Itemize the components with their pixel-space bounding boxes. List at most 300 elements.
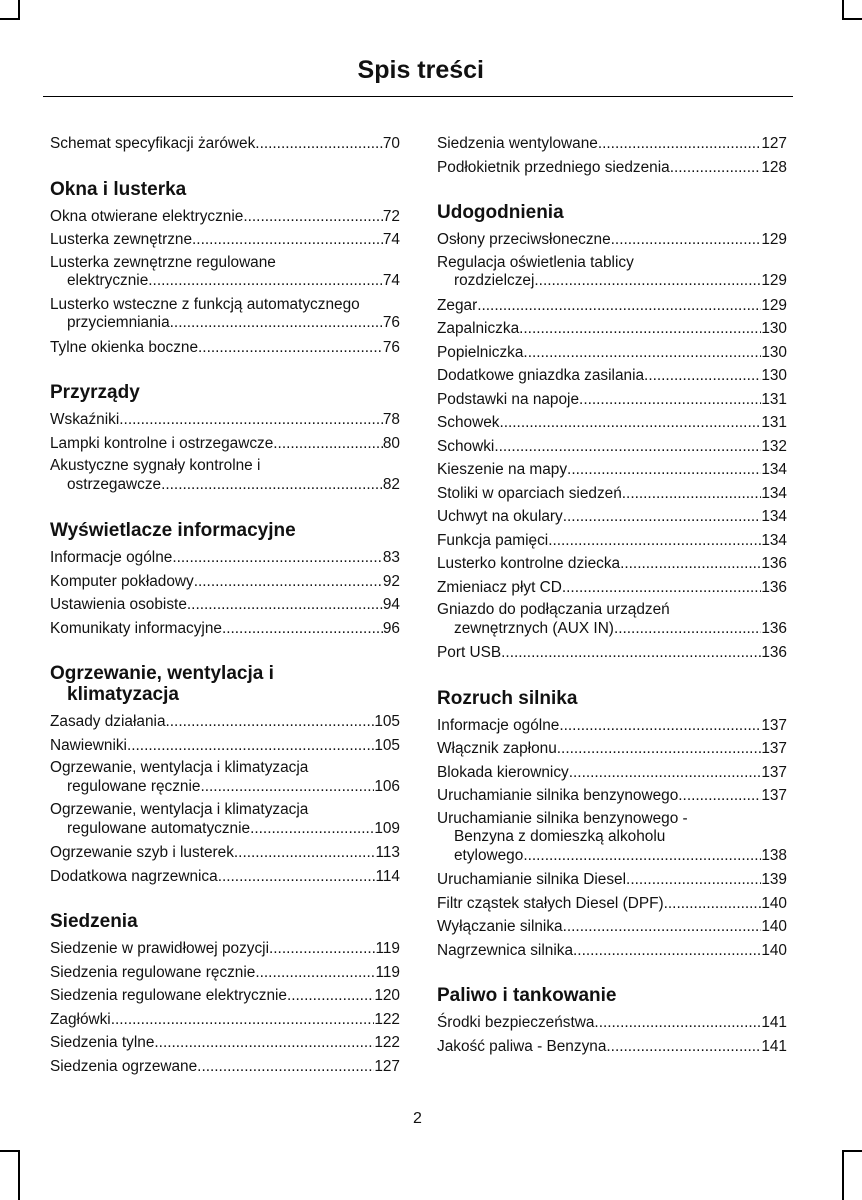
toc-entry[interactable] bbox=[50, 710, 400, 734]
dot-leader bbox=[644, 364, 761, 388]
toc-entry[interactable] bbox=[437, 641, 787, 665]
toc-entry-row bbox=[50, 778, 400, 797]
dot-leader bbox=[197, 1055, 374, 1079]
toc-entry-text: Nawiewniki bbox=[50, 736, 127, 754]
toc-entry-row bbox=[437, 505, 787, 529]
toc-entry-row bbox=[437, 482, 787, 506]
toc-entry-row bbox=[50, 272, 400, 291]
toc-page-number: 130 bbox=[761, 320, 787, 337]
toc-entry[interactable] bbox=[50, 252, 400, 294]
dot-leader bbox=[499, 411, 761, 435]
toc-entry-row bbox=[50, 228, 400, 252]
toc-page-number: 137 bbox=[761, 716, 787, 734]
dot-leader bbox=[567, 458, 761, 482]
toc-entry[interactable] bbox=[50, 865, 400, 889]
toc-entry[interactable] bbox=[50, 228, 400, 252]
dot-leader bbox=[273, 432, 383, 456]
toc-page-number: 74 bbox=[382, 231, 400, 248]
dot-leader bbox=[523, 341, 761, 365]
toc-page-number: 141 bbox=[761, 1037, 787, 1055]
toc-page-number: 131 bbox=[761, 390, 787, 408]
toc-entry-row bbox=[437, 156, 787, 180]
toc-entry-text: Ogrzewanie, wentylacja i klimatyzacja bbox=[50, 759, 309, 776]
toc-page-number: 140 bbox=[761, 941, 787, 959]
toc-entry-text: etylowego bbox=[454, 846, 524, 864]
toc-page-number: 137 bbox=[761, 787, 787, 804]
dot-leader bbox=[172, 546, 383, 570]
section-heading-text: Rozruch silnika bbox=[437, 687, 578, 709]
toc-page-number: 82 bbox=[382, 475, 400, 493]
section-heading-text: klimatyzacja bbox=[67, 684, 179, 705]
crop-mark-top-right-h bbox=[842, 18, 862, 20]
toc-entry-row bbox=[50, 865, 400, 889]
toc-page-number: 92 bbox=[382, 572, 400, 590]
toc-entry-text: Siedzenia regulowane ręcznie bbox=[50, 963, 256, 981]
toc-entry[interactable] bbox=[50, 1055, 400, 1079]
dot-leader bbox=[678, 784, 761, 808]
toc-entry-text: Uruchamianie silnika benzynowego bbox=[437, 787, 679, 804]
crop-mark-bottom-left bbox=[18, 1150, 20, 1200]
toc-entry[interactable] bbox=[50, 294, 400, 336]
toc-entry-text: przyciemniania bbox=[67, 314, 170, 331]
toc-entry-row bbox=[437, 620, 787, 639]
toc-entry[interactable] bbox=[50, 1008, 400, 1032]
toc-entry-text: Akustyczne sygnały kontrolne i bbox=[50, 457, 261, 474]
toc-entry[interactable] bbox=[50, 455, 400, 497]
toc-entry-text: regulowane ręcznie bbox=[67, 777, 201, 795]
toc-page-number: 129 bbox=[761, 296, 787, 314]
toc-page-number: 141 bbox=[761, 1014, 787, 1031]
toc-entry[interactable] bbox=[437, 529, 787, 553]
toc-entry-row bbox=[437, 388, 787, 412]
toc-entry-row bbox=[437, 1011, 787, 1035]
toc-entry-text: Uruchamianie silnika benzynowego - bbox=[437, 809, 688, 827]
toc-entry-text: Komunikaty informacyjne bbox=[50, 619, 222, 637]
toc-page-number: 106 bbox=[374, 777, 400, 795]
toc-entry-text: Ogrzewanie, wentylacja i klimatyzacja bbox=[50, 801, 309, 818]
section-heading bbox=[437, 688, 787, 709]
toc-entry-text: Blokada kierownicy bbox=[437, 763, 569, 781]
dot-leader bbox=[557, 737, 762, 761]
toc-entry[interactable] bbox=[437, 228, 787, 252]
toc-page-number: 122 bbox=[374, 1034, 400, 1051]
toc-page-number: 76 bbox=[382, 314, 400, 331]
toc-entry-text: Ustawienia osobiste bbox=[50, 596, 187, 613]
toc-entry[interactable] bbox=[50, 132, 400, 156]
toc-entry[interactable] bbox=[50, 961, 400, 985]
toc-entry[interactable] bbox=[437, 156, 787, 180]
toc-entry[interactable] bbox=[50, 336, 400, 360]
toc-entry-text: Komputer pokładowy bbox=[50, 572, 194, 590]
section-heading-text: Siedzenia bbox=[50, 911, 138, 932]
toc-entry-row bbox=[50, 961, 400, 985]
dot-leader bbox=[569, 761, 762, 785]
toc-entry-row bbox=[437, 761, 787, 785]
crop-mark-top-left-h bbox=[0, 18, 20, 20]
dot-leader bbox=[523, 847, 761, 866]
toc-entry-row bbox=[50, 937, 400, 961]
crop-mark-top-right bbox=[842, 0, 844, 20]
dot-leader bbox=[573, 939, 761, 963]
dot-leader bbox=[548, 529, 761, 553]
toc-entry-text: Włącznik zapłonu bbox=[437, 740, 557, 757]
toc-column-left bbox=[50, 132, 400, 1078]
dot-leader bbox=[148, 272, 383, 291]
toc-entry-row bbox=[437, 294, 787, 318]
section-heading-text: Udogodnienia bbox=[437, 202, 564, 223]
toc-page-number: 76 bbox=[382, 338, 400, 356]
toc-entry[interactable] bbox=[437, 868, 787, 892]
toc-entry-text: Schowki bbox=[437, 437, 495, 455]
toc-entry-text: Wskaźniki bbox=[50, 411, 120, 428]
toc-entry-text: Zegar bbox=[437, 296, 478, 314]
toc-entry[interactable] bbox=[437, 341, 787, 365]
toc-entry-text: elektrycznie bbox=[67, 272, 149, 289]
toc-entry-row bbox=[437, 1035, 787, 1059]
dot-leader bbox=[119, 408, 383, 432]
section-heading-text: Paliwo i tankowanie bbox=[437, 985, 617, 1006]
toc-entry-row bbox=[50, 1031, 400, 1055]
dot-leader bbox=[606, 1035, 761, 1059]
dot-leader bbox=[622, 482, 762, 506]
toc-entry[interactable] bbox=[437, 482, 787, 506]
toc-entry-text: Siedzenia tylne bbox=[50, 1034, 155, 1051]
toc-page-number: 109 bbox=[374, 819, 400, 837]
dot-leader bbox=[250, 820, 374, 839]
toc-entry[interactable] bbox=[437, 388, 787, 412]
dot-leader bbox=[166, 710, 375, 734]
toc-entry-row bbox=[50, 1055, 400, 1079]
toc-entry-row bbox=[437, 132, 787, 156]
dot-leader bbox=[255, 961, 375, 985]
toc-entry[interactable] bbox=[437, 294, 787, 318]
toc-page-number: 127 bbox=[374, 1057, 400, 1075]
toc-page-number: 129 bbox=[761, 231, 787, 248]
toc-entry-row bbox=[50, 205, 400, 229]
toc-entry-row bbox=[50, 314, 400, 333]
toc-entry-text: Lampki kontrolne i ostrzegawcze bbox=[50, 434, 274, 452]
toc-page-number: 137 bbox=[761, 740, 787, 757]
toc-entry[interactable] bbox=[437, 505, 787, 529]
toc-page-number: 105 bbox=[374, 736, 400, 754]
toc-page-number: 132 bbox=[761, 437, 787, 455]
toc-page-number: 119 bbox=[375, 940, 400, 957]
dot-leader bbox=[234, 841, 376, 865]
toc-entry-text: Podłokietnik przedniego siedzenia bbox=[437, 158, 670, 176]
toc-entry-row bbox=[50, 408, 400, 432]
toc-page-number: 80 bbox=[382, 434, 400, 452]
toc-entry[interactable] bbox=[437, 317, 787, 341]
toc-entry-text: Lusterko wsteczne z funkcją automatycznego bbox=[50, 295, 360, 313]
toc-entry[interactable] bbox=[437, 576, 787, 600]
toc-page-number: 140 bbox=[761, 894, 787, 912]
dot-leader bbox=[534, 272, 761, 291]
toc-entry-text: Dodatkowe gniazdka zasilania bbox=[437, 367, 645, 384]
toc-entry-row bbox=[437, 364, 787, 388]
toc-entry[interactable] bbox=[50, 937, 400, 961]
dot-leader bbox=[287, 984, 374, 1008]
dot-leader bbox=[670, 156, 762, 180]
toc-entry-row bbox=[437, 714, 787, 738]
toc-entry[interactable] bbox=[437, 892, 787, 916]
toc-entry[interactable] bbox=[50, 432, 400, 456]
toc-entry[interactable] bbox=[50, 799, 400, 841]
toc-entry-text: Port USB bbox=[437, 644, 502, 661]
dot-leader bbox=[477, 294, 761, 318]
toc-entry-text: Regulacja oświetlenia tablicy bbox=[437, 253, 634, 271]
toc-entry-text: Informacje ogólne bbox=[437, 716, 560, 734]
toc-page-number: 134 bbox=[761, 531, 787, 549]
dot-leader bbox=[501, 641, 761, 665]
toc-entry-row bbox=[437, 458, 787, 482]
toc-page-number: 136 bbox=[761, 578, 787, 596]
toc-entry-row bbox=[50, 132, 400, 156]
dot-leader bbox=[563, 505, 762, 529]
toc-entry-text: Dodatkowa nagrzewnica bbox=[50, 867, 218, 885]
toc-entry-text: Uruchamianie silnika Diesel bbox=[437, 871, 627, 888]
toc-entry-row bbox=[50, 432, 400, 456]
dot-leader bbox=[269, 937, 375, 961]
crop-mark-bottom-right bbox=[842, 1150, 844, 1200]
toc-entry-text: Filtr cząstek stałych Diesel (DPF) bbox=[437, 894, 664, 912]
toc-entry[interactable] bbox=[50, 570, 400, 594]
section-heading-text: Ogrzewanie, wentylacja i bbox=[50, 663, 274, 684]
toc-entry-text: Lusterka zewnętrzne regulowane bbox=[50, 253, 276, 271]
toc-entry[interactable] bbox=[437, 252, 787, 294]
dot-leader bbox=[170, 314, 383, 333]
toc-entry-text: Jakość paliwa - Benzyna bbox=[437, 1037, 607, 1055]
toc-entry-text: Ogrzewanie szyb i lusterek bbox=[50, 844, 234, 861]
toc-entry[interactable] bbox=[437, 435, 787, 459]
toc-page-number: 136 bbox=[761, 644, 787, 661]
dot-leader bbox=[194, 570, 383, 594]
dot-leader bbox=[198, 336, 383, 360]
toc-entry-row bbox=[50, 336, 400, 360]
toc-entry-text: Benzyna z domieszką alkoholu bbox=[454, 828, 666, 845]
toc-entry-text: Kieszenie na mapy bbox=[437, 461, 568, 478]
dot-leader bbox=[664, 892, 762, 916]
toc-entry-row bbox=[437, 576, 787, 600]
toc-page-number: 140 bbox=[761, 918, 787, 935]
toc-entry-text: Popielniczka bbox=[437, 343, 524, 361]
page-number: 2 bbox=[413, 1110, 422, 1127]
toc-entry[interactable] bbox=[437, 552, 787, 576]
toc-entry-text: Osłony przeciwsłoneczne bbox=[437, 231, 611, 248]
toc-entry-text: Tylne okienka boczne bbox=[50, 338, 199, 356]
toc-entry-text: Środki bezpieczeństwa bbox=[437, 1014, 595, 1031]
toc-entry[interactable] bbox=[50, 546, 400, 570]
dot-leader bbox=[161, 476, 383, 495]
toc-entry[interactable] bbox=[50, 984, 400, 1008]
toc-entry-text: Nagrzewnica silnika bbox=[437, 941, 574, 959]
toc-entry-row bbox=[50, 593, 400, 617]
toc-entry-row bbox=[50, 476, 400, 495]
section-heading-text: Wyświetlacze informacyjne bbox=[50, 520, 296, 541]
toc-entry-text: zewnętrznych (AUX IN) bbox=[454, 619, 614, 637]
toc-entry-row bbox=[437, 272, 787, 291]
toc-page-number: 130 bbox=[761, 367, 787, 384]
toc-entry-row bbox=[437, 411, 787, 435]
toc-entry-text: Podstawki na napoje bbox=[437, 390, 580, 408]
toc-entry-text: Zmieniacz płyt CD bbox=[437, 578, 562, 596]
toc-entry-text: Funkcja pamięci bbox=[437, 531, 549, 549]
page-title: Spis treści bbox=[357, 56, 484, 84]
toc-entry-text: Uchwyt na okulary bbox=[437, 508, 563, 525]
toc-entry-text: Zagłówki bbox=[50, 1010, 111, 1028]
toc-entry[interactable] bbox=[437, 714, 787, 738]
toc-entry[interactable] bbox=[50, 593, 400, 617]
toc-page-number: 138 bbox=[761, 846, 787, 864]
crop-mark-bottom-right-h bbox=[842, 1150, 862, 1152]
dot-leader bbox=[598, 132, 761, 156]
toc-page-number: 128 bbox=[761, 158, 787, 176]
toc-page-number: 105 bbox=[374, 713, 400, 730]
toc-entry-row bbox=[437, 847, 787, 866]
toc-entry-text: Lusterko kontrolne dziecka bbox=[437, 555, 621, 572]
section-heading bbox=[437, 202, 787, 223]
toc-entry-row bbox=[437, 552, 787, 576]
dot-leader bbox=[127, 734, 374, 758]
title-rule bbox=[43, 96, 793, 97]
toc-entry[interactable] bbox=[437, 458, 787, 482]
section-heading bbox=[50, 520, 400, 541]
toc-entry[interactable] bbox=[437, 939, 787, 963]
toc-entry-row bbox=[437, 784, 787, 808]
toc-entry[interactable] bbox=[50, 841, 400, 865]
toc-entry-row bbox=[437, 939, 787, 963]
toc-page-number: 74 bbox=[382, 272, 400, 289]
toc-entry[interactable] bbox=[50, 1031, 400, 1055]
dot-leader bbox=[594, 1011, 761, 1035]
dot-leader bbox=[222, 617, 383, 641]
toc-entry[interactable] bbox=[437, 784, 787, 808]
toc-entry-text: Siedzenia wentylowane bbox=[437, 135, 598, 152]
dot-leader bbox=[519, 317, 761, 341]
toc-page-number: 83 bbox=[382, 549, 400, 566]
toc-entry-row bbox=[437, 892, 787, 916]
toc-entry-text: Gniazdo do podłączania urządzeń bbox=[437, 601, 670, 618]
toc-page-number: 70 bbox=[382, 135, 400, 152]
crop-mark-top-left bbox=[18, 0, 20, 20]
dot-leader bbox=[563, 915, 762, 939]
toc-entry-row bbox=[437, 228, 787, 252]
toc-entry-text: ostrzegawcze bbox=[67, 475, 162, 493]
toc-page-number: 120 bbox=[374, 987, 400, 1004]
toc-entry-text: Wyłączanie silnika bbox=[437, 918, 563, 935]
toc-entry[interactable] bbox=[50, 734, 400, 758]
toc-entry[interactable] bbox=[50, 617, 400, 641]
toc-entry-text: Zapalniczka bbox=[437, 320, 520, 337]
toc-entry[interactable] bbox=[437, 761, 787, 785]
toc-entry-row bbox=[437, 435, 787, 459]
toc-page-number: 96 bbox=[382, 619, 400, 637]
toc-entry-row bbox=[50, 546, 400, 570]
dot-leader bbox=[562, 576, 761, 600]
dot-leader bbox=[154, 1031, 374, 1055]
dot-leader bbox=[494, 435, 761, 459]
toc-page-number: 127 bbox=[761, 135, 787, 152]
toc-entry[interactable] bbox=[50, 757, 400, 799]
toc-entry-row bbox=[437, 317, 787, 341]
toc-entry-text: Okna otwierane elektrycznie bbox=[50, 207, 244, 225]
toc-page-number: 134 bbox=[761, 461, 787, 478]
toc-entry-text: rozdzielczej bbox=[454, 272, 535, 289]
toc-page-number: 72 bbox=[382, 207, 400, 225]
dot-leader bbox=[626, 868, 761, 892]
toc-entry-text: Siedzenia regulowane elektrycznie bbox=[50, 987, 287, 1004]
toc-entry[interactable] bbox=[437, 808, 787, 869]
section-heading bbox=[437, 985, 787, 1006]
dot-leader bbox=[255, 132, 383, 156]
dot-leader bbox=[111, 1008, 375, 1032]
section-heading bbox=[50, 663, 400, 705]
toc-entry[interactable] bbox=[437, 364, 787, 388]
toc-entry-row bbox=[50, 734, 400, 758]
toc-page-number: 134 bbox=[761, 508, 787, 525]
toc-page-number: 113 bbox=[375, 844, 400, 861]
toc-page-number: 119 bbox=[375, 963, 400, 981]
toc-entry[interactable] bbox=[50, 205, 400, 229]
toc-entry[interactable] bbox=[50, 408, 400, 432]
toc-column-right bbox=[437, 132, 787, 1058]
toc-entry-text: Informacje ogólne bbox=[50, 549, 173, 566]
toc-entry-row bbox=[437, 868, 787, 892]
dot-leader bbox=[243, 205, 383, 229]
toc-entry-row bbox=[50, 570, 400, 594]
section-heading-text: Przyrządy bbox=[50, 382, 140, 403]
toc-entry-text: Siedzenie w prawidłowej pozycji bbox=[50, 940, 269, 957]
toc-entry[interactable] bbox=[437, 1011, 787, 1035]
toc-page-number: 136 bbox=[761, 619, 787, 637]
toc-page-number: 130 bbox=[761, 343, 787, 361]
toc-entry-row bbox=[50, 841, 400, 865]
toc-entry-row bbox=[50, 984, 400, 1008]
toc-entry-text: Siedzenia ogrzewane bbox=[50, 1057, 198, 1075]
toc-entry-text: Stoliki w oparciach siedzeń bbox=[437, 484, 622, 502]
toc-entry[interactable] bbox=[437, 599, 787, 641]
toc-entry-row bbox=[437, 737, 787, 761]
toc-page-number: 129 bbox=[761, 272, 787, 289]
toc-page-number: 134 bbox=[761, 484, 787, 502]
dot-leader bbox=[611, 228, 762, 252]
toc-page-number: 139 bbox=[761, 871, 787, 888]
toc-entry-row bbox=[437, 915, 787, 939]
dot-leader bbox=[614, 620, 761, 639]
toc-entry-row bbox=[50, 820, 400, 839]
toc-entry-row bbox=[437, 529, 787, 553]
section-heading bbox=[50, 179, 400, 200]
toc-page-number: 136 bbox=[761, 555, 787, 572]
toc-page-number: 137 bbox=[761, 763, 787, 781]
toc-page-number: 78 bbox=[382, 411, 400, 428]
toc-entry[interactable] bbox=[437, 915, 787, 939]
toc-entry[interactable] bbox=[437, 737, 787, 761]
dot-leader bbox=[620, 552, 761, 576]
section-heading bbox=[50, 911, 400, 932]
toc-entry-row bbox=[437, 341, 787, 365]
section-heading-text: Okna i lusterka bbox=[50, 178, 187, 200]
toc-entry[interactable] bbox=[437, 1035, 787, 1059]
dot-leader bbox=[192, 228, 383, 252]
toc-entry[interactable] bbox=[437, 132, 787, 156]
toc-entry-text: Zasady działania bbox=[50, 713, 166, 730]
dot-leader bbox=[187, 593, 383, 617]
toc-entry-row bbox=[50, 617, 400, 641]
toc-entry-row bbox=[50, 710, 400, 734]
toc-entry[interactable] bbox=[437, 411, 787, 435]
toc-entry-text: regulowane automatycznie bbox=[67, 819, 251, 837]
toc-page-number: 131 bbox=[761, 414, 787, 431]
